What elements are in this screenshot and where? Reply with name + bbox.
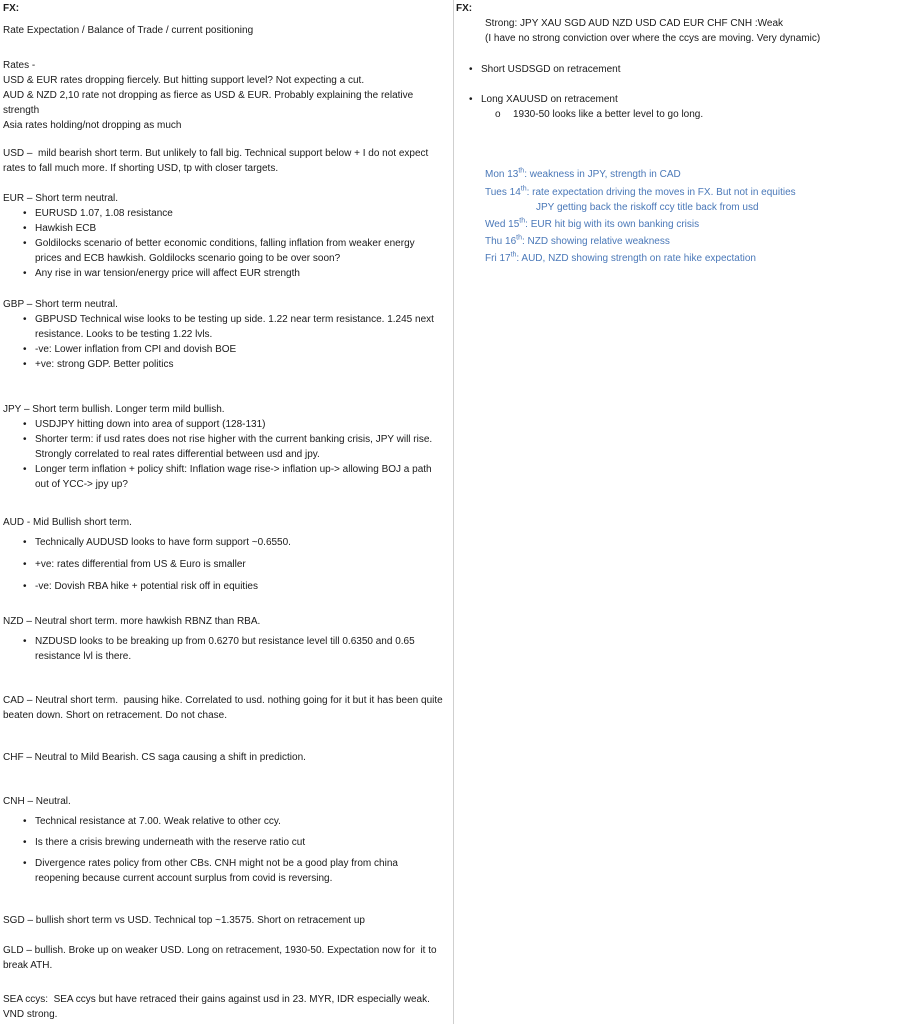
sea-section: SEA ccys: SEA ccys but have retraced their gains against usd in 23. MYR, IDR especially weak. VND strong. [3,994,433,1020]
log-entry-wed: Wed 15th: EUR hit big with its own banking crisis [485,217,700,230]
rates-section [3,58,448,133]
list-item: • Shorter term: if usd rates does not rise higher with the current banking crisis, JPY will rise. Strongly correlated to real rates differential between usd and jpy. [23,432,443,462]
aud-section [3,515,443,594]
aud-bullets [3,535,443,594]
list-item: • +ve: rates differential from US & Euro is smaller [23,557,443,572]
list-item: • GBPUSD Technical wise looks to be testing up side. 1.22 near term resistance. 1.245 next resistance. Looks to be testing 1.22 lvls. [23,312,443,342]
cnh-heading: CNH – Neutral. [3,796,71,807]
positions-list [455,62,895,107]
list-item: • Hawkish ECB [23,221,443,236]
list-item: • Technically AUDUSD looks to have form support ~0.6550. [23,535,443,550]
list-item: • Short USDSGD on retracement [469,62,895,77]
list-item: • Technical resistance at 7.00. Weak relative to other ccy. [23,814,443,829]
cad-section: CAD – Neutral short term. pausing hike. Correlated to usd. nothing going for it but it has been quite beaten down. Short on retracement. Do not chase. [3,695,446,721]
rates-line-2: AUD & NZD 2,10 rate not dropping as fierce as USD & EUR. Probably explaining the relative strength [3,90,414,116]
left-header: FX: [3,3,20,14]
daily-log [485,167,905,266]
right-column [455,0,912,1024]
rates-line-1: USD & EUR rates dropping fiercely. But hitting support level? Not expecting a cut. [3,75,365,86]
list-item: • -ve: Dovish RBA hike + potential risk off in equities [23,579,443,594]
jpy-section [3,402,443,492]
list-item: • +ve: strong GDP. Better politics [23,357,443,372]
nzd-section [3,614,443,664]
sub-positions-list [455,107,895,122]
list-item: • NZDUSD looks to be breaking up from 0.6270 but resistance level till 0.6350 and 0.65 resistance lvl is there. [23,634,443,664]
nzd-heading: NZD – Neutral short term. more hawkish RBNZ than RBA. [3,616,261,627]
left-subtitle: Rate Expectation / Balance of Trade / current positioning [3,25,254,36]
log-entry-mon: Mon 13th: weakness in JPY, strength in CAD [485,167,681,180]
gld-section: GLD – bullish. Broke up on weaker USD. Long on retracement, 1930-50. Expectation now for it to break ATH. [3,945,440,971]
list-item: • -ve: Lower inflation from CPI and dovish BOE [23,342,443,357]
list-item: • Divergence rates policy from other CBs. CNH might not be a good play from china reopening because current account surplus from covid is reversing. [23,856,443,886]
nzd-bullets [3,634,443,664]
strength-block [485,16,905,46]
rates-line-3: Asia rates holding/not dropping as much [3,120,182,131]
rates-heading: Rates - [3,60,36,71]
right-header: FX: [456,3,473,14]
eur-heading: EUR – Short term neutral. [3,193,119,204]
list-item: • EURUSD 1.07, 1.08 resistance [23,206,443,221]
list-item: • USDJPY hitting down into area of support (128-131) [23,417,443,432]
list-item: • Any rise in war tension/energy price will affect EUR strength [23,266,443,281]
list-item: • Long XAUUSD on retracement [469,92,895,107]
gbp-heading: GBP – Short term neutral. [3,299,118,310]
cnh-bullets [3,814,443,886]
log-entry-fri: Fri 17th: AUD, NZD showing strength on rate hike expectation [485,251,756,264]
log-entry-tues: Tues 14th: rate expectation driving the moves in FX. But not in equities [485,185,796,198]
jpy-heading: JPY – Short term bullish. Longer term mild bullish. [3,404,225,415]
list-item: • Longer term inflation + policy shift: Inflation wage rise-> inflation up-> allowing BOJ a path out of YCC-> jpy up? [23,462,443,492]
eur-bullets [3,206,443,281]
usd-section: USD – mild bearish short term. But unlikely to fall big. Technical support below + I do not expect rates to fall much more. If shorting USD, tp with closer targets. [3,148,432,174]
gbp-bullets [3,312,443,372]
cnh-section [3,794,443,886]
jpy-bullets [3,417,443,492]
log-entry-tues-continuation: JPY getting back the riskoff ccy title back from usd [536,202,759,213]
list-item: • Is there a crisis brewing underneath with the reserve ratio cut [23,835,443,850]
chf-section: CHF – Neutral to Mild Bearish. CS saga causing a shift in prediction. [3,752,306,763]
list-item: • Goldilocks scenario of better economic conditions, falling inflation from weaker energy prices and ECB hawkish. Goldilocks scenario going to be over soon? [23,236,443,266]
aud-heading: AUD - Mid Bullish short term. [3,517,132,528]
gbp-section [3,297,443,372]
conviction-note: (I have no strong conviction over where the ccys are moving. Very dynamic) [485,33,821,44]
strength-line: Strong: JPY XAU SGD AUD NZD USD CAD EUR CHF CNH :Weak [485,18,784,29]
column-divider [453,0,454,1024]
left-column [0,0,453,1024]
eur-section [3,191,443,281]
sgd-section: SGD – bullish short term vs USD. Technical top ~1.3575. Short on retracement up [3,915,365,926]
list-item: o 1930-50 looks like a better level to go long. [495,107,895,122]
log-entry-thu: Thu 16th: NZD showing relative weakness [485,234,670,247]
